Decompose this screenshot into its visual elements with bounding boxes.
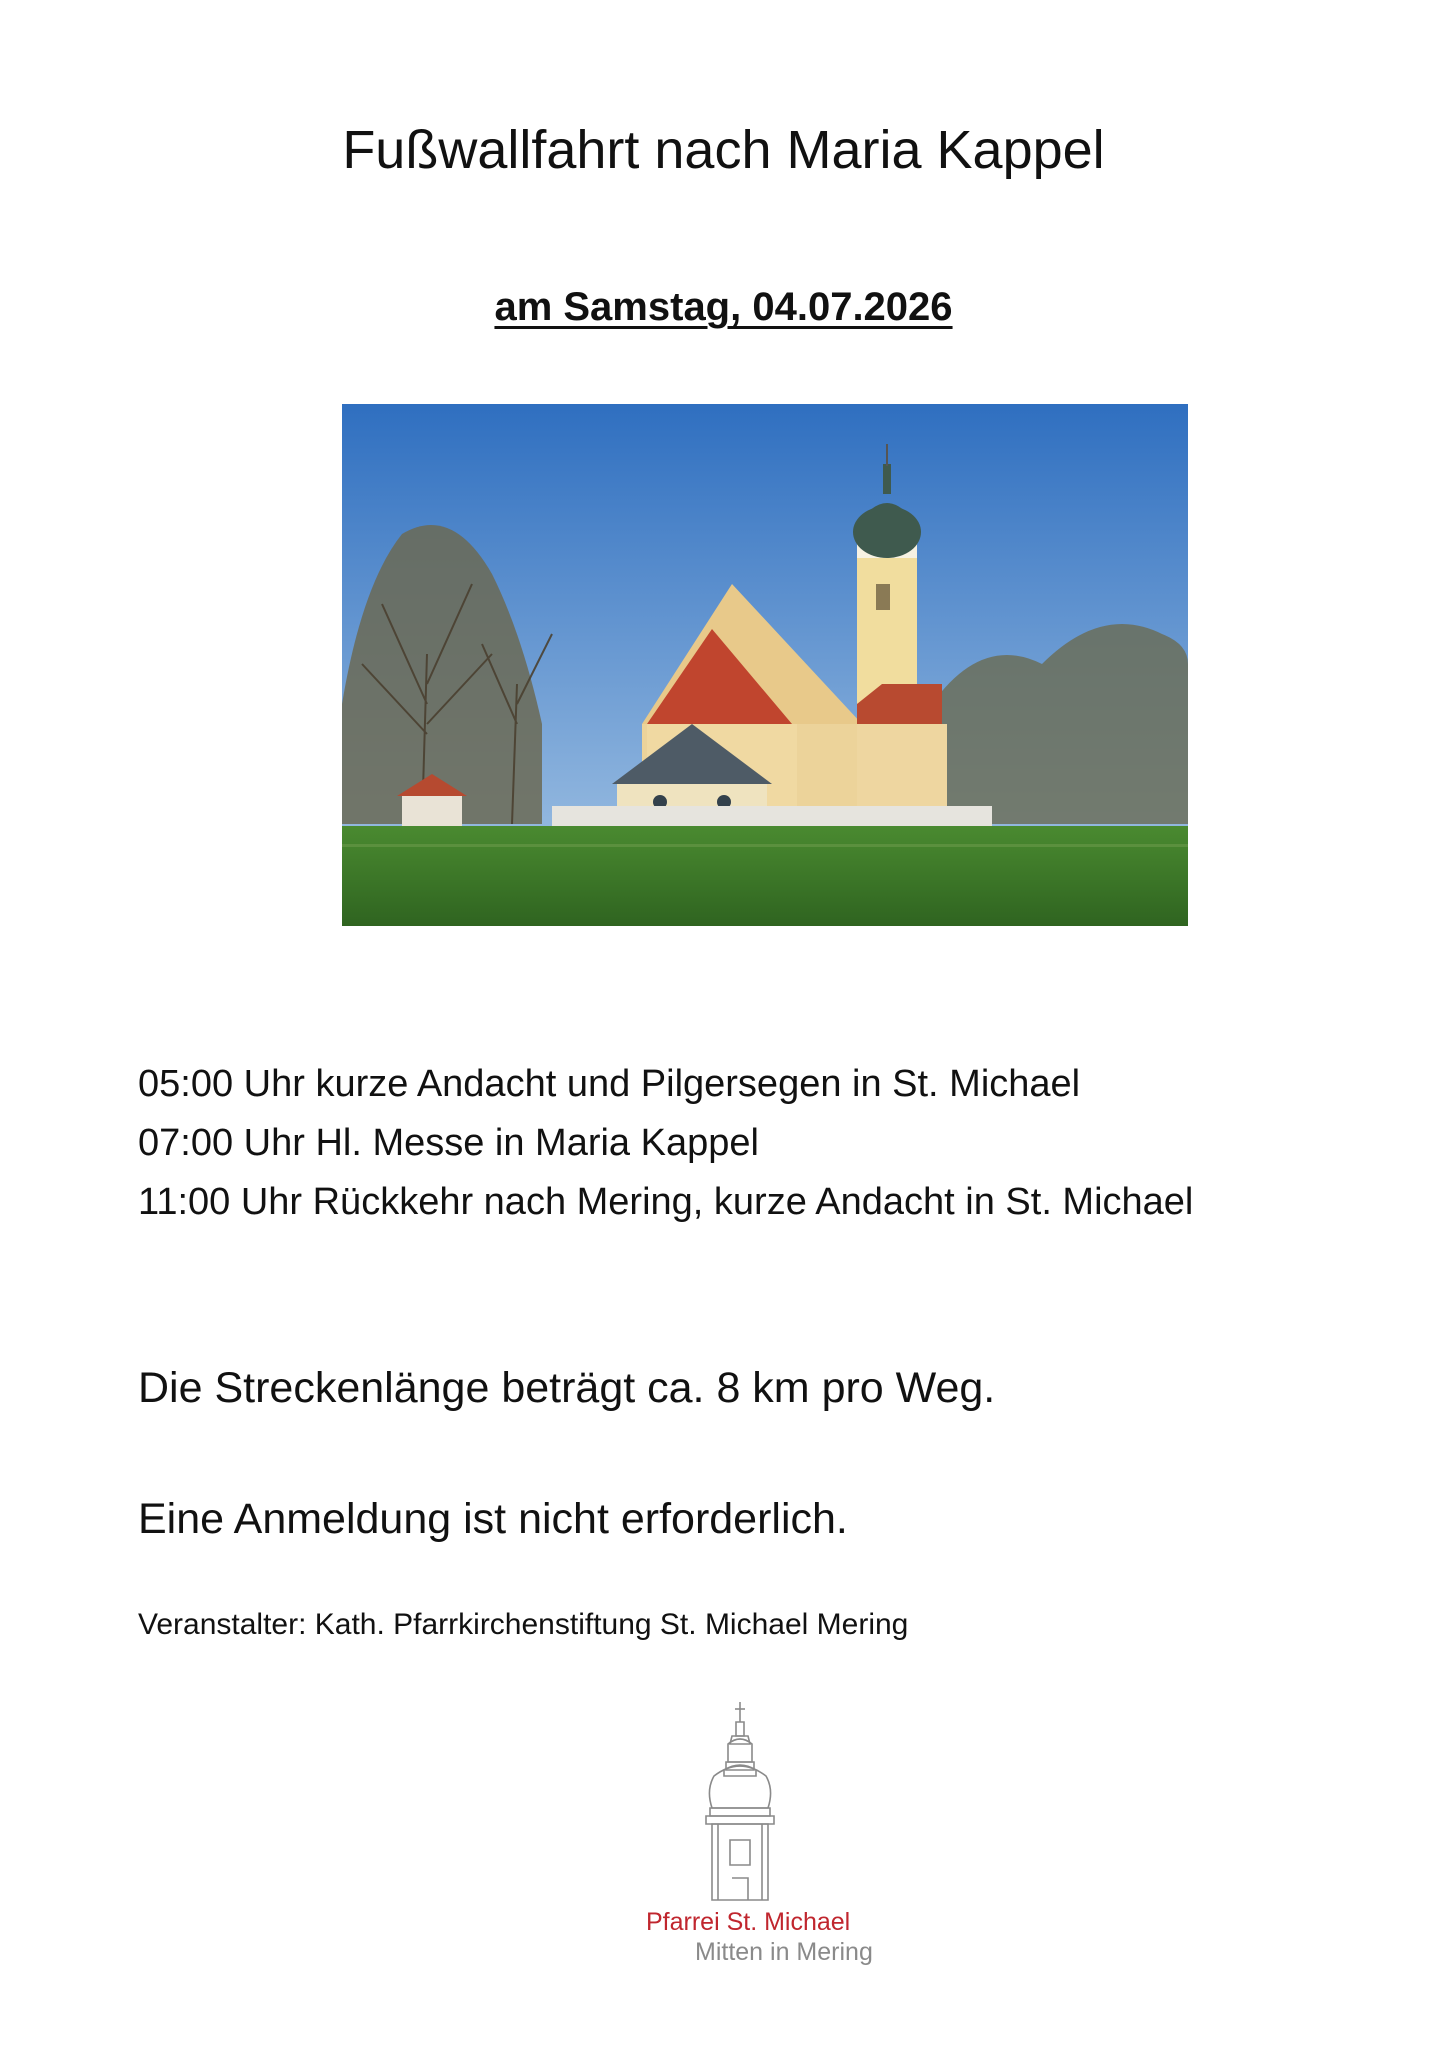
page-title: Fußwallfahrt nach Maria Kappel: [342, 120, 1105, 180]
church-tower-icon: [640, 1700, 900, 1905]
event-date: am Samstag, 04.07.2026: [494, 285, 953, 329]
church-photo: [342, 404, 1188, 926]
organizer-note: Veranstalter: Kath. Pfarrkirchenstiftung St. Michael Mering: [138, 1608, 909, 1641]
schedule-item: 05:00 Uhr kurze Andacht und Pilgersegen in St. Michael: [138, 1063, 1081, 1105]
distance-note: Die Streckenlänge beträgt ca. 8 km pro Weg.: [138, 1364, 996, 1412]
parish-logo: [640, 1700, 900, 1970]
logo-parish-name: Pfarrei St. Michael: [646, 1908, 851, 1936]
schedule-item: 11:00 Uhr Rückkehr nach Mering, kurze Andacht in St. Michael: [138, 1181, 1194, 1223]
registration-note: Eine Anmeldung ist nicht erforderlich.: [138, 1495, 848, 1543]
schedule-list: [138, 1055, 1193, 1232]
schedule-item: 07:00 Uhr Hl. Messe in Maria Kappel: [138, 1122, 759, 1164]
logo-tagline: Mitten in Mering: [695, 1938, 873, 1966]
